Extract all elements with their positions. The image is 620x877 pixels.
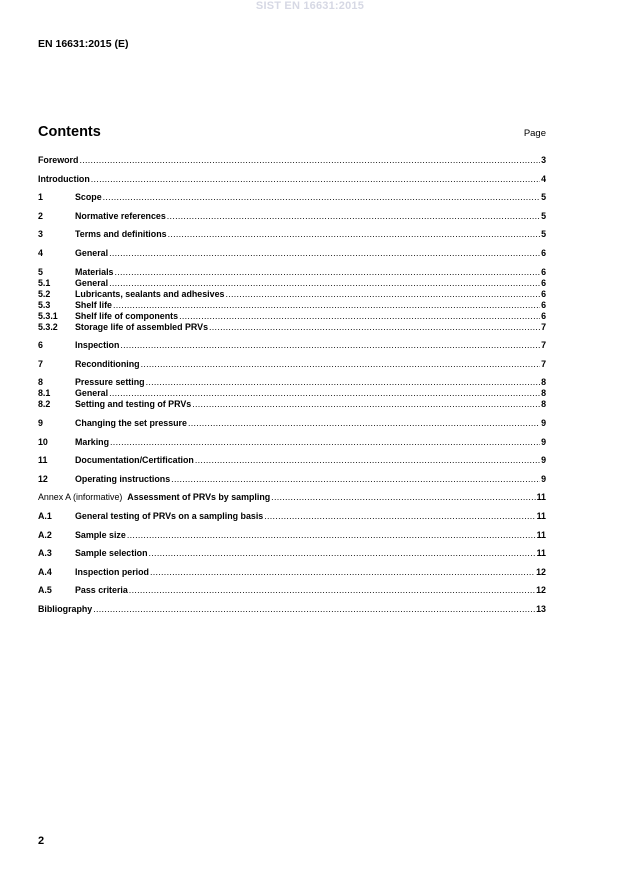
toc-entry-page: 11: [536, 529, 546, 540]
toc-entry-page: 7: [541, 358, 546, 369]
toc-entry-title: Inspection period: [75, 566, 149, 577]
toc-entry-a-1[interactable]: [38, 511, 546, 522]
toc-entry-page: 6: [541, 277, 546, 288]
toc-entry-5[interactable]: [38, 267, 546, 278]
toc-entry-number: 5: [38, 266, 43, 277]
toc-entry-number: 4: [38, 247, 43, 258]
toc-entry-12[interactable]: [38, 474, 546, 485]
toc-entry-title: Pass criteria: [75, 585, 128, 596]
contents-heading: Contents: [38, 124, 101, 140]
toc-entry-9[interactable]: [38, 418, 546, 429]
toc-entry-page: 7: [541, 321, 546, 332]
annex-title: Assessment of PRVs by sampling: [127, 492, 271, 503]
toc-entry-8-1[interactable]: [38, 388, 546, 399]
toc-entry-number: A.3: [38, 548, 52, 559]
toc-entry-number: 2: [38, 210, 43, 221]
toc-entry-number: 5.2: [38, 288, 51, 299]
toc-entry-2[interactable]: [38, 211, 546, 222]
toc-entry-page: 3: [541, 155, 546, 165]
toc-entry-title: Foreword: [38, 155, 79, 165]
toc-entry-page: 8: [541, 388, 546, 399]
toc-entry-page: 9: [541, 473, 546, 484]
toc-entry-number: A.1: [38, 510, 52, 521]
annex-prefix: Annex A (informative): [38, 492, 123, 503]
toc-entry-title: Sample size: [75, 529, 126, 540]
toc-entry-number: 12: [38, 473, 48, 484]
toc-entry-number: 5.1: [38, 277, 51, 288]
toc-entry-page: 11: [536, 548, 546, 559]
toc-entry-title: Operating instructions: [75, 473, 171, 484]
toc-entry-title: Scope: [75, 192, 102, 203]
toc-entry-number: 5.3.2: [38, 321, 58, 332]
toc-entry-bibliography[interactable]: [38, 604, 546, 615]
toc-entry-number: 8: [38, 377, 43, 388]
toc-entry-title: Materials: [75, 266, 114, 277]
toc-entry-number: A.2: [38, 529, 52, 540]
toc-entry-page: 11: [536, 510, 546, 521]
toc-entry-11[interactable]: [38, 455, 546, 466]
toc-entry-page: 4: [541, 173, 546, 184]
toc-entry-title: Lubricants, sealants and adhesives: [75, 288, 225, 299]
toc-entry-title: Introduction: [38, 173, 90, 184]
toc-entry-4[interactable]: [38, 248, 546, 259]
toc-entry-5-3[interactable]: [38, 300, 546, 311]
toc-entry-page: 5: [541, 192, 546, 203]
toc-entry-title: Shelf life: [75, 299, 112, 310]
toc-entry-foreword[interactable]: [38, 155, 546, 166]
toc-entry-6[interactable]: [38, 340, 546, 351]
toc-entry-title: Inspection: [75, 340, 120, 351]
toc-entry-title: General: [75, 388, 109, 399]
toc-entry-8[interactable]: [38, 377, 546, 388]
toc-entry-page: 5: [541, 229, 546, 240]
toc-entry-title: [38, 492, 270, 503]
toc-entry-page: 8: [541, 399, 546, 410]
toc-entry-page: 9: [541, 436, 546, 447]
toc-entry-number: 3: [38, 229, 43, 240]
toc-entry-number: 10: [38, 436, 48, 447]
toc-entry-title: Changing the set pressure: [75, 417, 187, 428]
toc-entry-page: 5: [541, 210, 546, 221]
toc-entry-a-5[interactable]: [38, 585, 546, 596]
toc-entry-number: 8.1: [38, 388, 51, 399]
toc-entry-page: 7: [541, 340, 546, 351]
toc-entry-page: 6: [541, 288, 546, 299]
toc-entry-page: 9: [541, 417, 546, 428]
toc-entry-page: 6: [541, 247, 546, 258]
toc-entry-title: Bibliography: [38, 603, 93, 614]
toc-entry-a-2[interactable]: [38, 530, 546, 541]
toc-entry-number: 6: [38, 340, 43, 351]
page-column-label: Page: [523, 128, 546, 139]
toc-entry-5-1[interactable]: [38, 278, 546, 289]
toc-entry-7[interactable]: [38, 359, 546, 370]
toc-entry-number: 11: [38, 455, 48, 466]
toc-entry-title: Terms and definitions: [75, 229, 167, 240]
toc-entry-number: 8.2: [38, 399, 51, 410]
toc-entry-page: 12: [536, 566, 546, 577]
toc-entry-5-2[interactable]: [38, 289, 546, 300]
toc-entry-page: 13: [536, 603, 546, 614]
document-identifier: EN 16631:2015 (E): [38, 38, 129, 50]
toc-entry-8-2[interactable]: [38, 399, 546, 410]
toc-entry-page: 12: [536, 585, 546, 596]
toc-entry-number: 1: [38, 192, 43, 203]
toc-entry-page: 8: [541, 377, 546, 388]
toc-entry-title: Pressure setting: [75, 377, 145, 388]
toc-entry-a-3[interactable]: [38, 548, 546, 559]
toc-entry-5-3-2[interactable]: [38, 322, 546, 333]
toc-entry-title: Documentation/Certification: [75, 455, 194, 466]
toc-entry-title: Sample selection: [75, 548, 148, 559]
toc-entry-annex-a[interactable]: [38, 492, 546, 503]
watermark: SIST EN 16631:2015: [255, 0, 365, 12]
toc-entry-introduction[interactable]: [38, 174, 546, 185]
table-of-contents: [38, 155, 546, 615]
toc-entry-page: 6: [541, 266, 546, 277]
toc-entry-number: 7: [38, 358, 43, 369]
toc-entry-number: 5.3: [38, 299, 51, 310]
toc-entry-title: Normative references: [75, 210, 166, 221]
toc-entry-title: General: [75, 277, 109, 288]
toc-entry-title: Setting and testing of PRVs: [75, 399, 192, 410]
toc-entry-page: 6: [541, 310, 546, 321]
toc-entry-1[interactable]: [38, 192, 546, 203]
toc-entry-number: 9: [38, 417, 43, 428]
toc-entry-page: 6: [541, 299, 546, 310]
toc-entry-title: Reconditioning: [75, 358, 140, 369]
toc-entry-number: A.5: [38, 585, 52, 596]
toc-entry-title: General testing of PRVs on a sampling basis: [75, 510, 264, 521]
toc-entry-title: General: [75, 247, 109, 258]
page-number: 2: [38, 835, 45, 847]
toc-entry-page: 9: [541, 455, 546, 466]
toc-entry-number: 5.3.1: [38, 310, 58, 321]
toc-entry-a-4[interactable]: [38, 567, 546, 578]
toc-entry-3[interactable]: [38, 229, 546, 240]
toc-entry-page: 11: [536, 492, 546, 503]
toc-entry-number: A.4: [38, 566, 52, 577]
toc-entry-title: Shelf life of components: [75, 310, 179, 321]
toc-entry-10[interactable]: [38, 437, 546, 448]
toc-entry-title: Marking: [75, 436, 110, 447]
toc-entry-title: Storage life of assembled PRVs: [75, 321, 209, 332]
toc-entry-5-3-1[interactable]: [38, 311, 546, 322]
